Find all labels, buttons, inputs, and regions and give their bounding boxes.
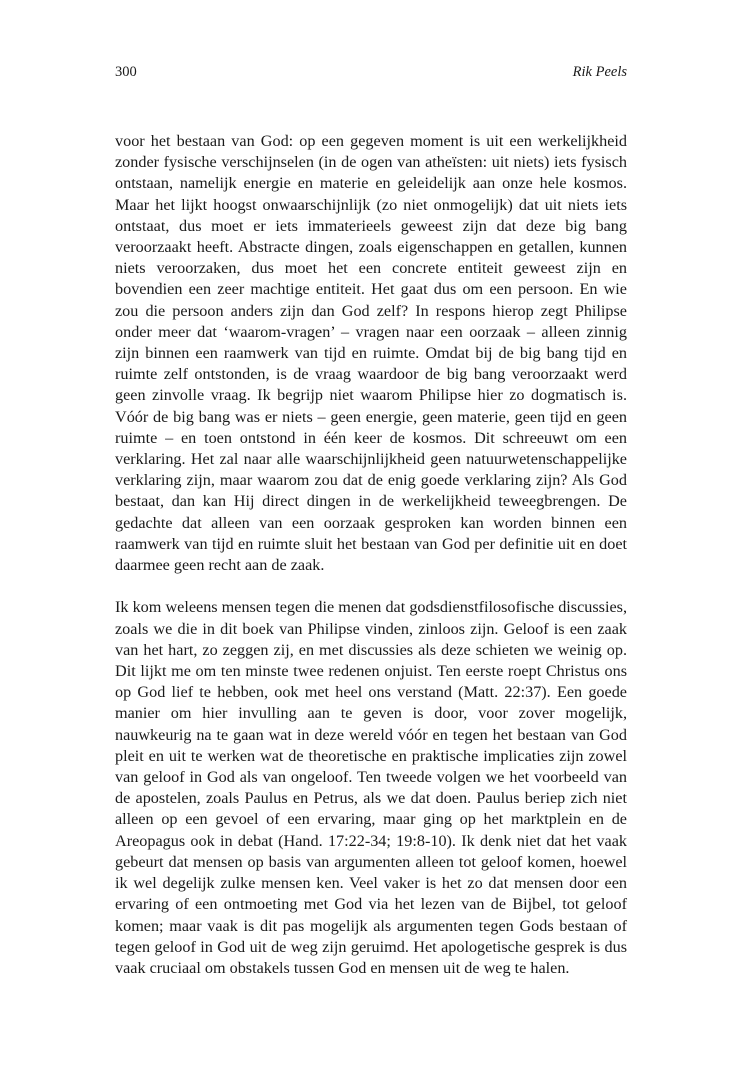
- paragraph: Ik kom weleens mensen tegen die menen dat godsdienstfilosofische discussies, zoals we die in dit boek van Philipse vinden, zinloos zijn. Geloof is een zaak van het hart, zo zeggen zij, en met discussies als deze schieten we weinig op. Dit lijkt me om ten minste twee redenen onjuist. Ten eerste roept Christus ons op God lief te hebben, ook met heel ons verstand (Matt. 22:37). Een goede manier om hier invulling aan te geven is door, voor zover mogelijk, nauwkeurig na te gaan wat in deze wereld vóór en tegen het bestaan van God pleit en uit te werken wat de theoretische en praktische implicaties zijn zowel van geloof in God als van ongeloof. Ten tweede volgen we het voorbeeld van de apostelen, zoals Paulus en Petrus, als we dat doen. Paulus beriep zich niet alleen op een gevoel of een ervaring, maar ging op het marktplein en de Areopagus ook in debat (Hand. 17:22-34; 19:8-10). Ik denk niet dat het vaak gebeurt dat mensen op basis van argumenten alleen tot geloof komen, hoewel ik wel degelijk zulke mensen ken. Veel vaker is het zo dat mensen door een ervaring of een ontmoeting met God via het lezen van de Bijbel, tot geloof komen; maar vaak is dit pas mogelijk als argumenten tegen Gods bestaan of tegen geloof in God uit de weg zijn geruimd. Het apologetische gesprek is dus vaak cruciaal om obstakels tussen God en mensen uit de weg te halen.: [115, 598, 627, 977]
- page-number: 300: [115, 64, 137, 80]
- running-header-author: Rik Peels: [572, 64, 627, 80]
- body-text: [115, 131, 627, 979]
- running-header: [115, 64, 627, 84]
- paragraph: voor het bestaan van God: op een gegeven moment is uit een werkelijkheid zonder fysische verschijnselen (in de ogen van atheïsten: uit niets) iets fysisch ontstaan, namelijk energie en materie en geleidelijk aan onze hele kosmos. Maar het lijkt hoogst onwaarschijnlijk (zo niet onmogelijk) dat uit niets iets ontstaat, dus moet er iets immaterieels geweest zijn dat deze big bang veroorzaakt heeft. Abstracte dingen, zoals eigenschappen en getallen, kunnen niets veroorzaken, dus moet het een concrete entiteit geweest zijn en bovendien een zeer machtige entiteit. Het gaat dus om een persoon. En wie zou die persoon anders zijn dan God zelf? In respons hierop zegt Philipse onder meer dat ‘waarom-vragen’ – vragen naar een oorzaak – alleen zinnig zijn binnen een raamwerk van tijd en ruimte. Omdat bij de big bang tijd en ruimte zelf ontstonden, is de vraag waardoor de big bang veroorzaakt werd geen zinvolle vraag. Ik begrijp niet waarom Philipse hier zo dogmatisch is. Vóór de big bang was er niets – geen energie, geen materie, geen tijd en geen ruimte – en toen ontstond in één keer de kosmos. Dit schreeuwt om een verklaring. Het zal naar alle waarschijnlijkheid geen natuurwetenschappelijke verklaring zijn, maar waarom zou dat de enig goede verklaring zijn? Als God bestaat, dan kan Hij direct dingen in de werkelijkheid teweegbrengen. De gedachte dat alleen van een oorzaak gesproken kan worden binnen een raamwerk van tijd en ruimte sluit het bestaan van God per definitie uit en doet daarmee geen recht aan de zaak.: [115, 132, 627, 575]
